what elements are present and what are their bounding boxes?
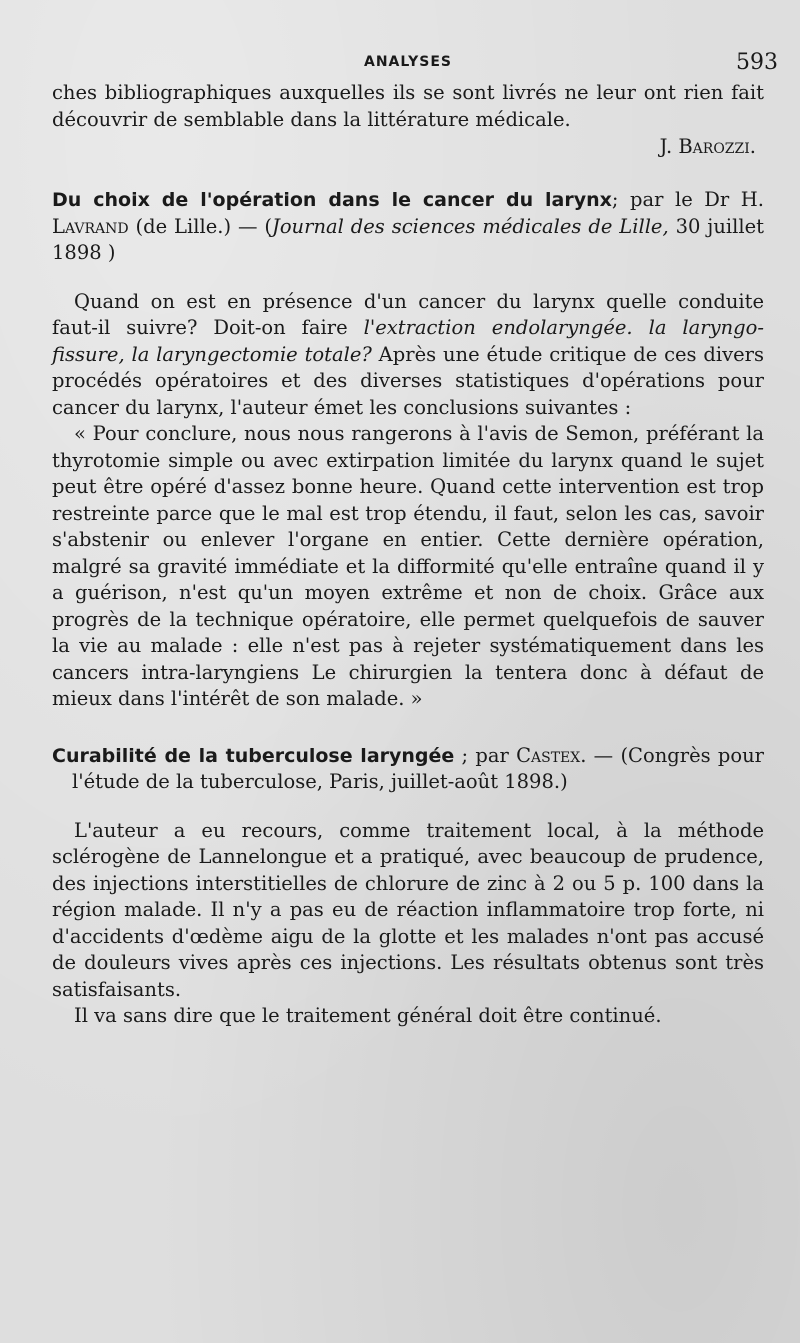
article2-paragraph-1: L'auteur a eu recours, comme traitement local, à la méthode sclérogène de Lannelongue et a pratiqué, avec beaucoup de prudence, des injections interstitielles de chlorure de zinc à 2 ou 5 p. 100 dans la région malade. Il n'y a pas eu de réaction inflammatoire trop forte, ni d'accidents d'œdème aigu de la glotte et les malades n'ont pas accusé de douleurs vives après ces injections. Les résultats obtenus sont très satisfaisants. [52, 818, 764, 1001]
article1-journal: Journal des sciences médicales de Lille, [272, 214, 669, 238]
article1-para1-a: Quand on est en présence d'un cancer du larynx quelle conduite faut-il suivre? Doit-on faire [52, 289, 764, 339]
running-head [52, 48, 778, 80]
article1-par: ; par le [611, 188, 693, 211]
article1-para1-italic: l'extraction endolaryngée. la laryngo-fissure, la laryngectomie totale? [52, 316, 764, 366]
running-title: ANALYSES [364, 54, 452, 70]
article1-title: Du choix de l'opération dans le cancer du larynx [52, 189, 612, 211]
signature-initial: J. [659, 135, 679, 158]
article1-quote: « Pour conclure, nous nous rangerons à l'avis de Semon, préférant la thyrotomie simple ou avec extirpation limitée du larynx quand le sujet peut être opéré d'assez bonne heure. Quand cette intervention est trop restreinte parce que le mal est trop étendu, il faut, selon les cas, savoir s'abstenir ou enlever l'organe en entier. Cette dernière opération, malgré sa gravité immédiate et la difformité qu'elle entraîne quand il y a guérison, n'est qu'un moyen extrême et non de choix. Grâce aux progrès de la technique opératoire, elle permet quelquefois de sauver la vie au malade : elle n'est pas à rejeter systématiquement dans les cancers intra-laryngiens Le chirurgien la tentera donc à défaut de mieux dans l'intérêt de son malade. » [52, 422, 764, 710]
article2-paragraph-2: Il va sans dire que le traitement général doit être continué. [74, 1004, 662, 1027]
article2-par: ; par [454, 743, 517, 767]
article1-author-title: Dr [704, 188, 730, 211]
article1-date: 30 juillet 1898 ) [52, 214, 764, 264]
page-number: 593 [736, 50, 778, 75]
article1-para1-c: Après une étude critique de ces divers procédés opératoires et des diverses statistiques d'opérations pour cancer du larynx, l'auteur émet les conclusions suivantes : [52, 342, 764, 419]
previous-article-ending: ches bibliographiques auxquelles ils se sont livrés ne leur ont rien fait découvrir de semblable dans la littérature médicale. [52, 81, 764, 131]
article1-author: H. Lavrand [52, 188, 764, 238]
page [52, 48, 778, 1030]
article1-reference [52, 187, 764, 267]
article2-title: Curabilité de la tuberculose laryngée [52, 744, 455, 767]
article2-source: (Congrès pour l'étude de la tuberculose, Paris, juillet-août 1898.) [72, 743, 764, 793]
signature [52, 133, 756, 161]
article2-author: Castex. — [516, 743, 614, 767]
article2-reference [52, 743, 764, 796]
article1-author-place: (de Lille.) — ( [128, 214, 272, 238]
signature-name: Barozzi. [678, 135, 756, 158]
article1-paragraph [52, 289, 764, 422]
